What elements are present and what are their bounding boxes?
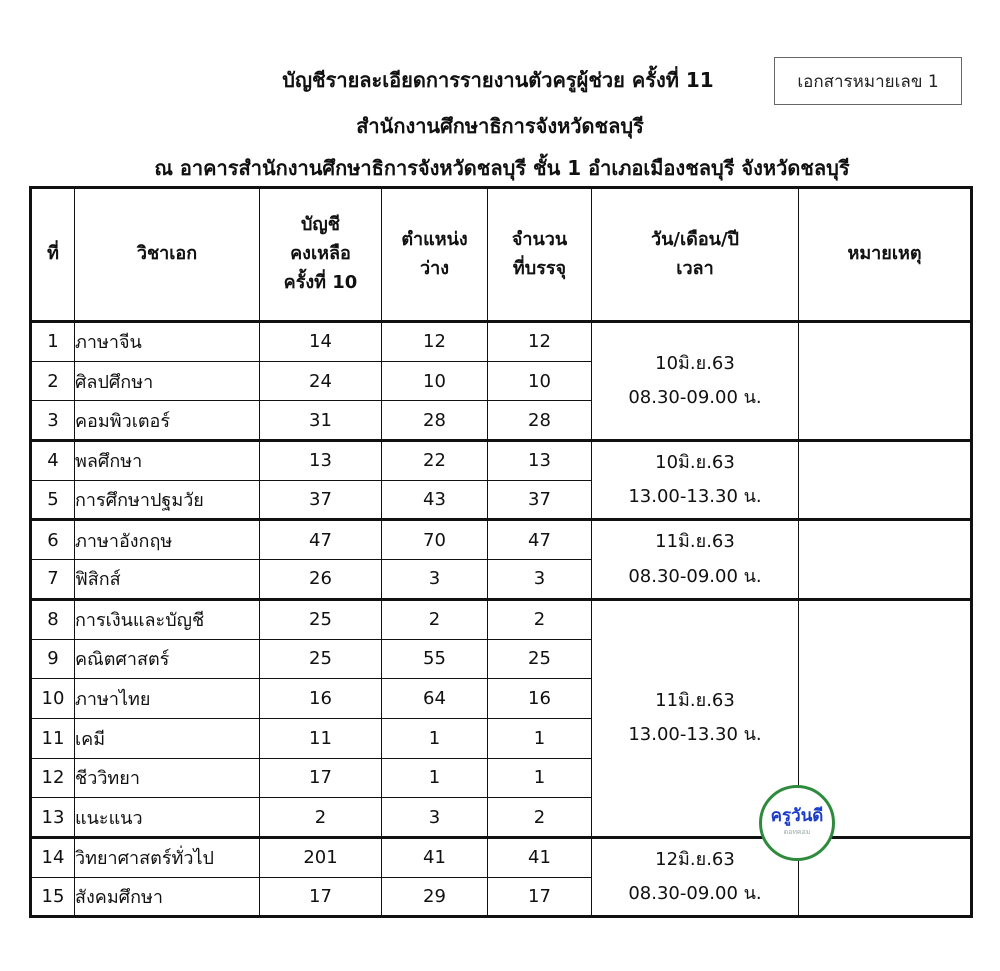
- cell-major: แนะแนว: [75, 798, 260, 838]
- table-row: [31, 441, 972, 481]
- group-date: 12มิ.ย.63: [655, 848, 735, 870]
- cell-filled: 28: [488, 401, 592, 441]
- cell-vacant: 43: [382, 480, 488, 520]
- cell-filled: 1: [488, 758, 592, 798]
- header-filled: [488, 188, 592, 322]
- cell-no: 13: [31, 798, 75, 838]
- group-date: 10มิ.ย.63: [655, 352, 735, 374]
- cell-no: 14: [31, 837, 75, 877]
- cell-remaining: 24: [260, 361, 382, 401]
- cell-date-group-5: [592, 837, 799, 916]
- table-row: [31, 837, 972, 877]
- cell-no: 1: [31, 322, 75, 362]
- cell-remaining: 25: [260, 599, 382, 639]
- header-filled-line-2: ที่บรรจุ: [512, 257, 567, 279]
- cell-vacant: 41: [382, 837, 488, 877]
- cell-no: 10: [31, 679, 75, 719]
- cell-remaining: 25: [260, 639, 382, 679]
- cell-remaining: 47: [260, 520, 382, 560]
- header-remaining: [260, 188, 382, 322]
- cell-major: การศึกษาปฐมวัย: [75, 480, 260, 520]
- cell-major: ภาษาจีน: [75, 322, 260, 362]
- cell-vacant: 28: [382, 401, 488, 441]
- header-major: วิชาเอก: [75, 188, 260, 322]
- cell-major: ชีววิทยา: [75, 758, 260, 798]
- cell-remaining: 31: [260, 401, 382, 441]
- cell-vacant: 3: [382, 560, 488, 600]
- cell-no: 6: [31, 520, 75, 560]
- cell-filled: 13: [488, 441, 592, 481]
- cell-vacant: 1: [382, 758, 488, 798]
- cell-filled: 12: [488, 322, 592, 362]
- group-date: 11มิ.ย.63: [655, 690, 735, 712]
- cell-no: 3: [31, 401, 75, 441]
- cell-major: วิทยาศาสตร์ทั่วไป: [75, 837, 260, 877]
- cell-date-group-1: [592, 322, 799, 441]
- cell-vacant: 55: [382, 639, 488, 679]
- title-line-3: ณ อาคารสำนักงานศึกษาธิการจังหวัดชลบุรี ชั้น 1 อำเภอเมืองชลบุรี จังหวัดชลบุรี: [154, 156, 850, 180]
- header-remaining-line-1: บัญชี: [301, 214, 340, 236]
- cell-remaining: 2: [260, 798, 382, 838]
- cell-note-group-2: [799, 441, 972, 520]
- cell-vacant: 3: [382, 798, 488, 838]
- group-time: 13.00-13.30 น.: [628, 486, 762, 508]
- cell-filled: 16: [488, 679, 592, 719]
- table-row: [31, 599, 972, 639]
- header-remaining-line-3: ครั้งที่ 10: [283, 271, 358, 293]
- cell-no: 8: [31, 599, 75, 639]
- cell-major: เคมี: [75, 718, 260, 758]
- cell-date-group-2: [592, 441, 799, 520]
- cell-filled: 37: [488, 480, 592, 520]
- cell-no: 4: [31, 441, 75, 481]
- cell-major: พลศึกษา: [75, 441, 260, 481]
- cell-remaining: 17: [260, 877, 382, 917]
- cell-remaining: 11: [260, 718, 382, 758]
- cell-major: การเงินและบัญชี: [75, 599, 260, 639]
- header-vacant: [382, 188, 488, 322]
- cell-note-group-1: [799, 322, 972, 441]
- header-no: ที่: [31, 188, 75, 322]
- title-line-1: บัญชีรายละเอียดการรายงานตัวครูผู้ช่วย ครั้งที่ 11: [282, 68, 714, 92]
- cell-note-group-5: [799, 837, 972, 916]
- cell-filled: 47: [488, 520, 592, 560]
- cell-major: คอมพิวเตอร์: [75, 401, 260, 441]
- header-date-line-2: เวลา: [676, 257, 714, 279]
- cell-filled: 41: [488, 837, 592, 877]
- cell-no: 11: [31, 718, 75, 758]
- group-time: 13.00-13.30 น.: [628, 724, 762, 746]
- cell-filled: 2: [488, 798, 592, 838]
- header-vacant-line-1: ตำแหน่ง: [401, 228, 468, 250]
- cell-remaining: 13: [260, 441, 382, 481]
- cell-major: ภาษาไทย: [75, 679, 260, 719]
- watermark-logo: [759, 785, 835, 861]
- cell-major: ภาษาอังกฤษ: [75, 520, 260, 560]
- cell-filled: 2: [488, 599, 592, 639]
- header-filled-line-1: จำนวน: [511, 228, 568, 250]
- group-time: 08.30-09.00 น.: [628, 565, 762, 587]
- table-row: [31, 322, 972, 362]
- watermark-logo-sub: ดอทคอม: [783, 828, 811, 836]
- cell-major: คณิตศาสตร์: [75, 639, 260, 679]
- cell-no: 15: [31, 877, 75, 917]
- cell-vacant: 12: [382, 322, 488, 362]
- cell-remaining: 17: [260, 758, 382, 798]
- cell-remaining: 201: [260, 837, 382, 877]
- cell-vacant: 10: [382, 361, 488, 401]
- cell-filled: 10: [488, 361, 592, 401]
- document-number-box: เอกสารหมายเลข 1: [774, 57, 962, 105]
- header-note: หมายเหตุ: [799, 188, 972, 322]
- title-line-2: สำนักงานศึกษาธิการจังหวัดชลบุรี: [356, 114, 644, 138]
- cell-remaining: 26: [260, 560, 382, 600]
- cell-major: ฟิสิกส์: [75, 560, 260, 600]
- cell-vacant: 1: [382, 718, 488, 758]
- header-vacant-line-2: ว่าง: [419, 257, 449, 279]
- cell-no: 7: [31, 560, 75, 600]
- group-date: 10มิ.ย.63: [655, 452, 735, 474]
- cell-vacant: 70: [382, 520, 488, 560]
- header-date-line-1: วัน/เดือน/ปี: [651, 228, 739, 250]
- header-row: [31, 188, 972, 322]
- cell-no: 5: [31, 480, 75, 520]
- cell-no: 12: [31, 758, 75, 798]
- cell-date-group-3: [592, 520, 799, 599]
- cell-vacant: 64: [382, 679, 488, 719]
- group-time: 08.30-09.00 น.: [628, 883, 762, 905]
- cell-vacant: 29: [382, 877, 488, 917]
- cell-note-group-3: [799, 520, 972, 599]
- cell-major: ศิลปศึกษา: [75, 361, 260, 401]
- table-row: [31, 520, 972, 560]
- cell-no: 9: [31, 639, 75, 679]
- watermark-logo-text: ครูวันดี: [770, 806, 824, 826]
- cell-vacant: 22: [382, 441, 488, 481]
- header-date: [592, 188, 799, 322]
- header-remaining-line-2: คงเหลือ: [290, 243, 351, 265]
- cell-filled: 25: [488, 639, 592, 679]
- cell-remaining: 37: [260, 480, 382, 520]
- group-date: 11มิ.ย.63: [655, 531, 735, 553]
- group-time: 08.30-09.00 น.: [628, 387, 762, 409]
- cell-vacant: 2: [382, 599, 488, 639]
- cell-no: 2: [31, 361, 75, 401]
- cell-filled: 17: [488, 877, 592, 917]
- cell-major: สังคมศึกษา: [75, 877, 260, 917]
- cell-filled: 1: [488, 718, 592, 758]
- cell-filled: 3: [488, 560, 592, 600]
- cell-remaining: 16: [260, 679, 382, 719]
- cell-remaining: 14: [260, 322, 382, 362]
